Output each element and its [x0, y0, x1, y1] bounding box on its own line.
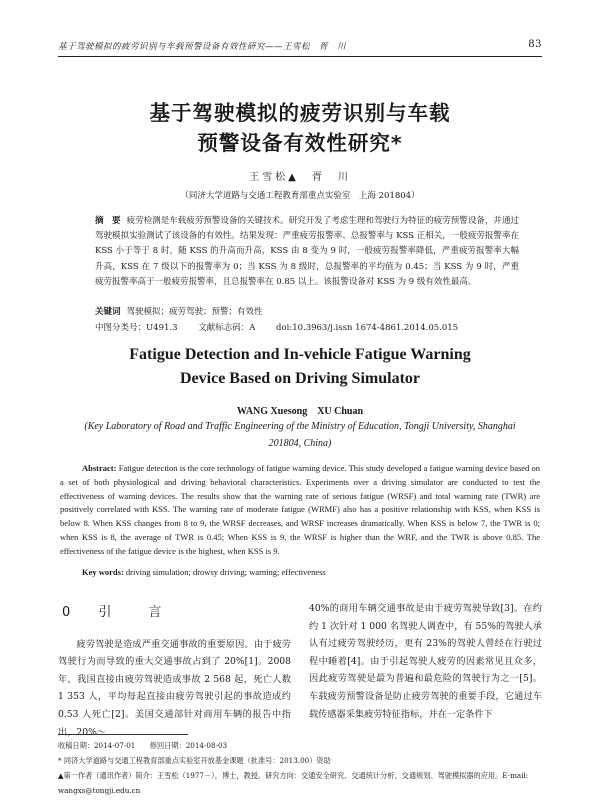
- section-heading: [62, 604, 291, 622]
- abstract-en: [60, 462, 540, 559]
- title-cn-line2: 预警设备有效性研究*: [197, 131, 403, 155]
- title-en-line2: Device Based on Driving Simulator: [180, 370, 420, 387]
- authors-cn: 王雪松▲ 胥 川: [249, 172, 351, 183]
- running-head: [58, 40, 542, 54]
- abstract-cn-text: 疲劳检测是车载疲劳预警设备的关键技术。研究开发了考虑生理和驾驶行为特征的疲劳预警设备，并通过驾驶模拟实验测试了该设备的有效性。结果发现：严重疲劳报警率、总报警率与 KSS 正相关，一般疲劳报警率在 KSS 小于等于 8 时，随 KSS 的升高而升高，KSS 由 8 变为 9 时，一般疲劳报警率降低，严重疲劳报警率大幅升高，KSS 在 7 级以下的报警率为 0；当 KSS 为 8 级时，总报警率的平均值为 0.45；当 KSS 为 9 时，严重疲劳报警率高于一般疲劳报警率，且总报警率在 0.85 以上。该报警设备对 KSS 为 9 级有效性最高。: [95, 216, 519, 287]
- title-cn-line1: 基于驾驶模拟的疲劳识别与车载: [149, 101, 451, 125]
- intro-paragraph-left: 疲劳驾驶是造成严重交通事故的重要原因。由于疲劳驾驶行为而导致的重大交通事故占到了 20%[1]。2008 年，我国直接由疲劳驾驶造成事故 2 568 起，死亡人数 1 353 人，平均每起直接由疲劳驾驶引起的事故造成约 0.53 人死亡[2]。美国交通部针对商用车辆的报告中指出，20%～: [58, 638, 291, 738]
- section-title: 引 言: [98, 605, 174, 620]
- keywords-en: [60, 566, 540, 580]
- keywords-cn: [95, 305, 519, 320]
- footnote-dates: 收稿日期：2014-07-01 修回日期：2014-08-03: [58, 741, 228, 750]
- abstract-en-label: Abstract:: [82, 463, 117, 473]
- keywords-en-label: Key words:: [82, 567, 124, 577]
- running-head-title: 基于驾驶模拟的疲劳识别与车载预警设备有效性研究——王雪松 胥 川: [58, 42, 347, 52]
- abstract-en-text: Fatigue detection is the core technology of fatigue warning device. This study developed a fatigue warning device based on a set of both physiological and driving behavioral characteristics. Experiments over a driving simulator are conducted to test the effectiveness of warning devices. The results show that the warning rate of serious fatigue (WRSF) and total warning rate (TWR) are positively correlated with KSS. The warning rate of moderate fatigue (WRMF) also has a positive relationship with KSS, when KSS is below 8. When KSS changes from 8 to 9, the WRSF decreases, and WRSF increases dramatically. When KSS is below 7, the TWR is 0; when KSS is 8, the average of TWR is 0.45; When KSS is 9, the WRSF is higher than the WRF, and the TWR is above 0.85. The effectiveness of the fatigue device is the highest, when KSS is 9.: [60, 463, 541, 556]
- page-number: 83: [528, 39, 542, 50]
- body-column-right: [309, 600, 542, 723]
- title-en-line1: Fatigue Detection and In-vehicle Fatigue Warning: [129, 346, 471, 363]
- doi: doi:10.3963/j.issn 1674-4861.2014.05.015: [276, 323, 459, 333]
- classification-cn: [95, 321, 519, 336]
- body-column-left: [58, 600, 291, 741]
- footnote-author-bio: ▲第一作者（通讯作者）简介：王雪松（1977－），博士，教授。研究方向：交通安全研究、交通统计分析、交通规划、驾驶模拟器的应用。E-mail: wangxs@tongji.edu.cn: [58, 771, 529, 795]
- abstract-cn-label: 摘 要: [95, 216, 121, 226]
- footnote-fund: * 同济大学道路与交通工程教育部重点实验室开放基金课题（批准号：2013.00）资助: [58, 756, 331, 765]
- footnote-rule: [58, 734, 188, 735]
- document-code: 文献标志码：A: [198, 323, 256, 333]
- intro-paragraph-right: 40%的商用车辆交通事故是由于疲劳驾驶导致[3]。在约约 1 次针对 1 000 名驾驶人调查中，有 55%的驾驶人承认有过疲劳驾驶经历，更有 23%的驾驶人曾经在行驶过程中睡着[4]。由于引起驾驶人疲劳的因素常见且众多，因此疲劳驾驶是最为普遍和最危险的驾驶行为之一[5]。车载疲劳预警设备是防止疲劳驾驶的重要手段，它通过车载传感器采集疲劳特征指标，并在一定条件下: [309, 603, 542, 720]
- keywords-cn-text: 驾驶模拟；疲劳驾驶；预警；有效性: [126, 307, 263, 317]
- keywords-en-text: driving simulation; drowsy driving; warning; effectiveness: [125, 567, 326, 577]
- affiliation-en: (Key Laboratory of Road and Traffic Engineering of the Ministry of Education, Tongji University, Shanghai 201804, China): [84, 421, 516, 449]
- clc-number: 中图分类号：U491.3: [95, 323, 178, 333]
- header-rule: [58, 56, 542, 57]
- affiliation-cn: （同济大学道路与交通工程教育部重点实验室 上海 201804）: [180, 191, 420, 201]
- footnotes: [58, 738, 542, 798]
- abstract-cn: [95, 214, 519, 290]
- section-number: 0: [62, 605, 83, 620]
- keywords-cn-label: 关键词: [95, 307, 121, 317]
- authors-en: WANG Xuesong XU Chuan: [236, 406, 364, 417]
